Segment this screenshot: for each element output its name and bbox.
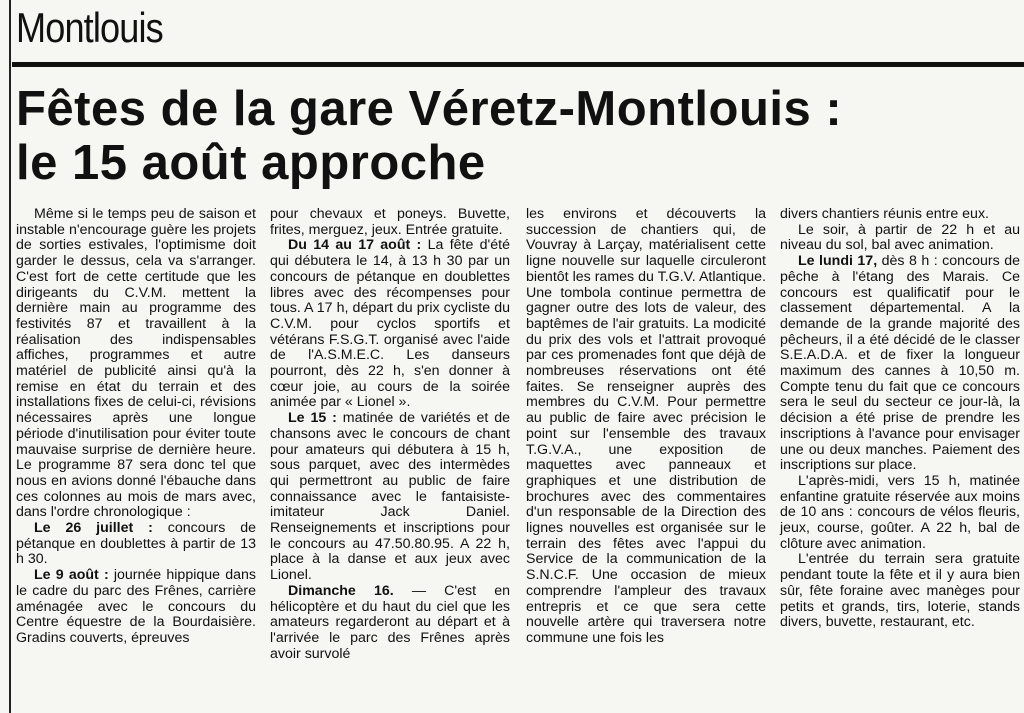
paragraph-lede: Le 26 juillet :	[34, 520, 153, 537]
paragraph	[270, 411, 510, 584]
headline-line-1: Fêtes de la gare Véretz-Montlouis :	[16, 82, 843, 136]
headline-line-2: le 15 août approche	[16, 136, 486, 190]
paragraph-lede: Du 14 au 17 août :	[288, 237, 422, 254]
paragraph-lede: Le lundi 17,	[798, 253, 878, 270]
paragraph	[780, 254, 1020, 474]
paragraph: pour chevaux et poneys. Buvette, frites, merguez, jeux. Entrée gratuite.	[270, 206, 510, 238]
paragraph-text: concours de pétanque en doublettes à partir de 13 h 30.	[16, 520, 257, 568]
left-border-rule	[9, 0, 11, 713]
article-headline	[16, 82, 842, 190]
paragraph: Même si le temps peu de saison et instable n'encourage guère les projets de sorties estivales, l'optimisme doit garder le dessus, cela va s'arranger. C'est fort de cette certitude que les dirigeants du C.V.M. mettent la dernière main au programme des festivités 87 et travaillent à la réalisation des indispensables affiches, programmes et autre matériel de publicité ainsi qu'à la remise en état du terrain et des installations fixes de celui-ci, révisions nécessaires après une longue période d'inutilisation pour éviter toute mauvaise surprise de dernière heure. Le programme 87 sera donc tel que nous en avions donné l'ébauche dans ces colonnes au mois de mars avec, dans l'ordre chronologique :	[16, 206, 256, 521]
section-heading: Montlouis	[16, 4, 163, 51]
paragraph	[270, 238, 510, 411]
paragraph	[16, 568, 256, 647]
paragraph: divers chantiers réunis entre eux.	[780, 206, 989, 222]
paragraph	[270, 584, 510, 663]
paragraph-text: La fête d'été qui débutera le 14, à 13 h 30 par un concours de pétanque en doublettes libres avec des récompenses pour tous. A 17 h, départ du prix cycliste du C.V.M. pour cyclos sportifs et vétérans F.S.G.T. organisé avec l'aide de l'A.S.M.E.C. Les danseurs pourront, dès 22 h, s'en donner à cœur joie, au cours de la soirée animée par « Lionel ».	[270, 237, 510, 411]
paragraph-lede: Le 9 août :	[34, 567, 109, 584]
paragraph-text: matinée de variétés et de chansons avec le concours de chant pour amateurs qui débutera à 15 h, sous parquet, avec des intermèdes qui permettront au public de faire connaissance avec le fantaisiste-imitateur Jack Daniel. Renseignements et inscriptions pour le concours au 47.50.80.95. A 22 h, place à la danse et aux jeux avec Lionel.	[270, 410, 510, 584]
paragraph: Le soir, à partir de 22 h et au niveau du sol, bal avec animation.	[780, 221, 1020, 254]
paragraph-lede: Le 15 :	[288, 410, 337, 427]
paragraph-text: dès 8 h : concours de pêche à l'étang des Marais. Ce concours est qualificatif pour le classement départemental. A la demande de la grande majorité des pêcheurs, il a été décidé de le classer S.E.A.D.A. et de fixer la longueur maximum des cannes à 10,50 m. Compte tenu du fait que ce concours sera le seul du secteur ce jour-là, la décision a été prise de prendre les inscriptions à l'avance pour envisager une ou deux manches. Paiement des inscriptions sur place.	[780, 253, 1020, 474]
article-column-4	[780, 207, 1020, 631]
article-column-3	[526, 207, 766, 647]
paragraph: L'après-midi, vers 15 h, matinée enfantine gratuite réservée aux moins de 10 ans : concours de vélos fleuris, jeux, course, goûter. A 22 h, bal de clôture avec animation.	[780, 472, 1020, 552]
heading-rule	[12, 62, 1024, 67]
paragraph-lede: Dimanche 16.	[288, 582, 394, 599]
paragraph	[16, 521, 256, 568]
paragraph-text: journée hippique dans le cadre du parc des Frênes, carrière aménagée avec le concours du Centre équestre de la Bourdaisière. Gradins couverts, épreuves	[16, 567, 256, 646]
paragraph-text: — C'est en hélicoptère et du haut du ciel que les amateurs regarderont au départ et à l'arrivée le parc des Frênes après avoir survolé	[270, 582, 510, 662]
article-column-2	[270, 207, 510, 662]
paragraph: L'entrée du terrain sera gratuite pendant toute la fête et il y aura bien sûr, fête foraine avec manèges pour petits et grands, tirs, loterie, stands divers, buvette, restaurant, etc.	[780, 551, 1020, 631]
paragraph: les environs et découverts la succession de chantiers qui, de Vouvray à Larçay, matérialisent cette ligne nouvelle sur laquelle circuleront bientôt les rames du T.G.V. Atlantique. Une tombola continue permettra de gagner outre des lots de valeur, des baptêmes de l'air gratuits. La modicité du prix des vols et l'attrait provoqué par ces promenades font que déjà de nombreuses réservations ont été faites. Se renseigner auprès des membres du C.V.M. Pour permettre au public de faire avec précision le point sur l'ensemble des travaux T.G.V.A., une exposition de maquettes avec panneaux et graphiques et une distribution de brochures avec des commentaires d'un responsable de la Direction des lignes nouvelles est organisée sur le terrain des fêtes avec l'appui du Service de la communication de la S.N.C.F. Une occasion de mieux comprendre l'ampleur des travaux entrepris et ce que sera cette nouvelle artère qui traversera notre commune une fois les	[526, 206, 766, 646]
article-column-1	[16, 207, 256, 647]
